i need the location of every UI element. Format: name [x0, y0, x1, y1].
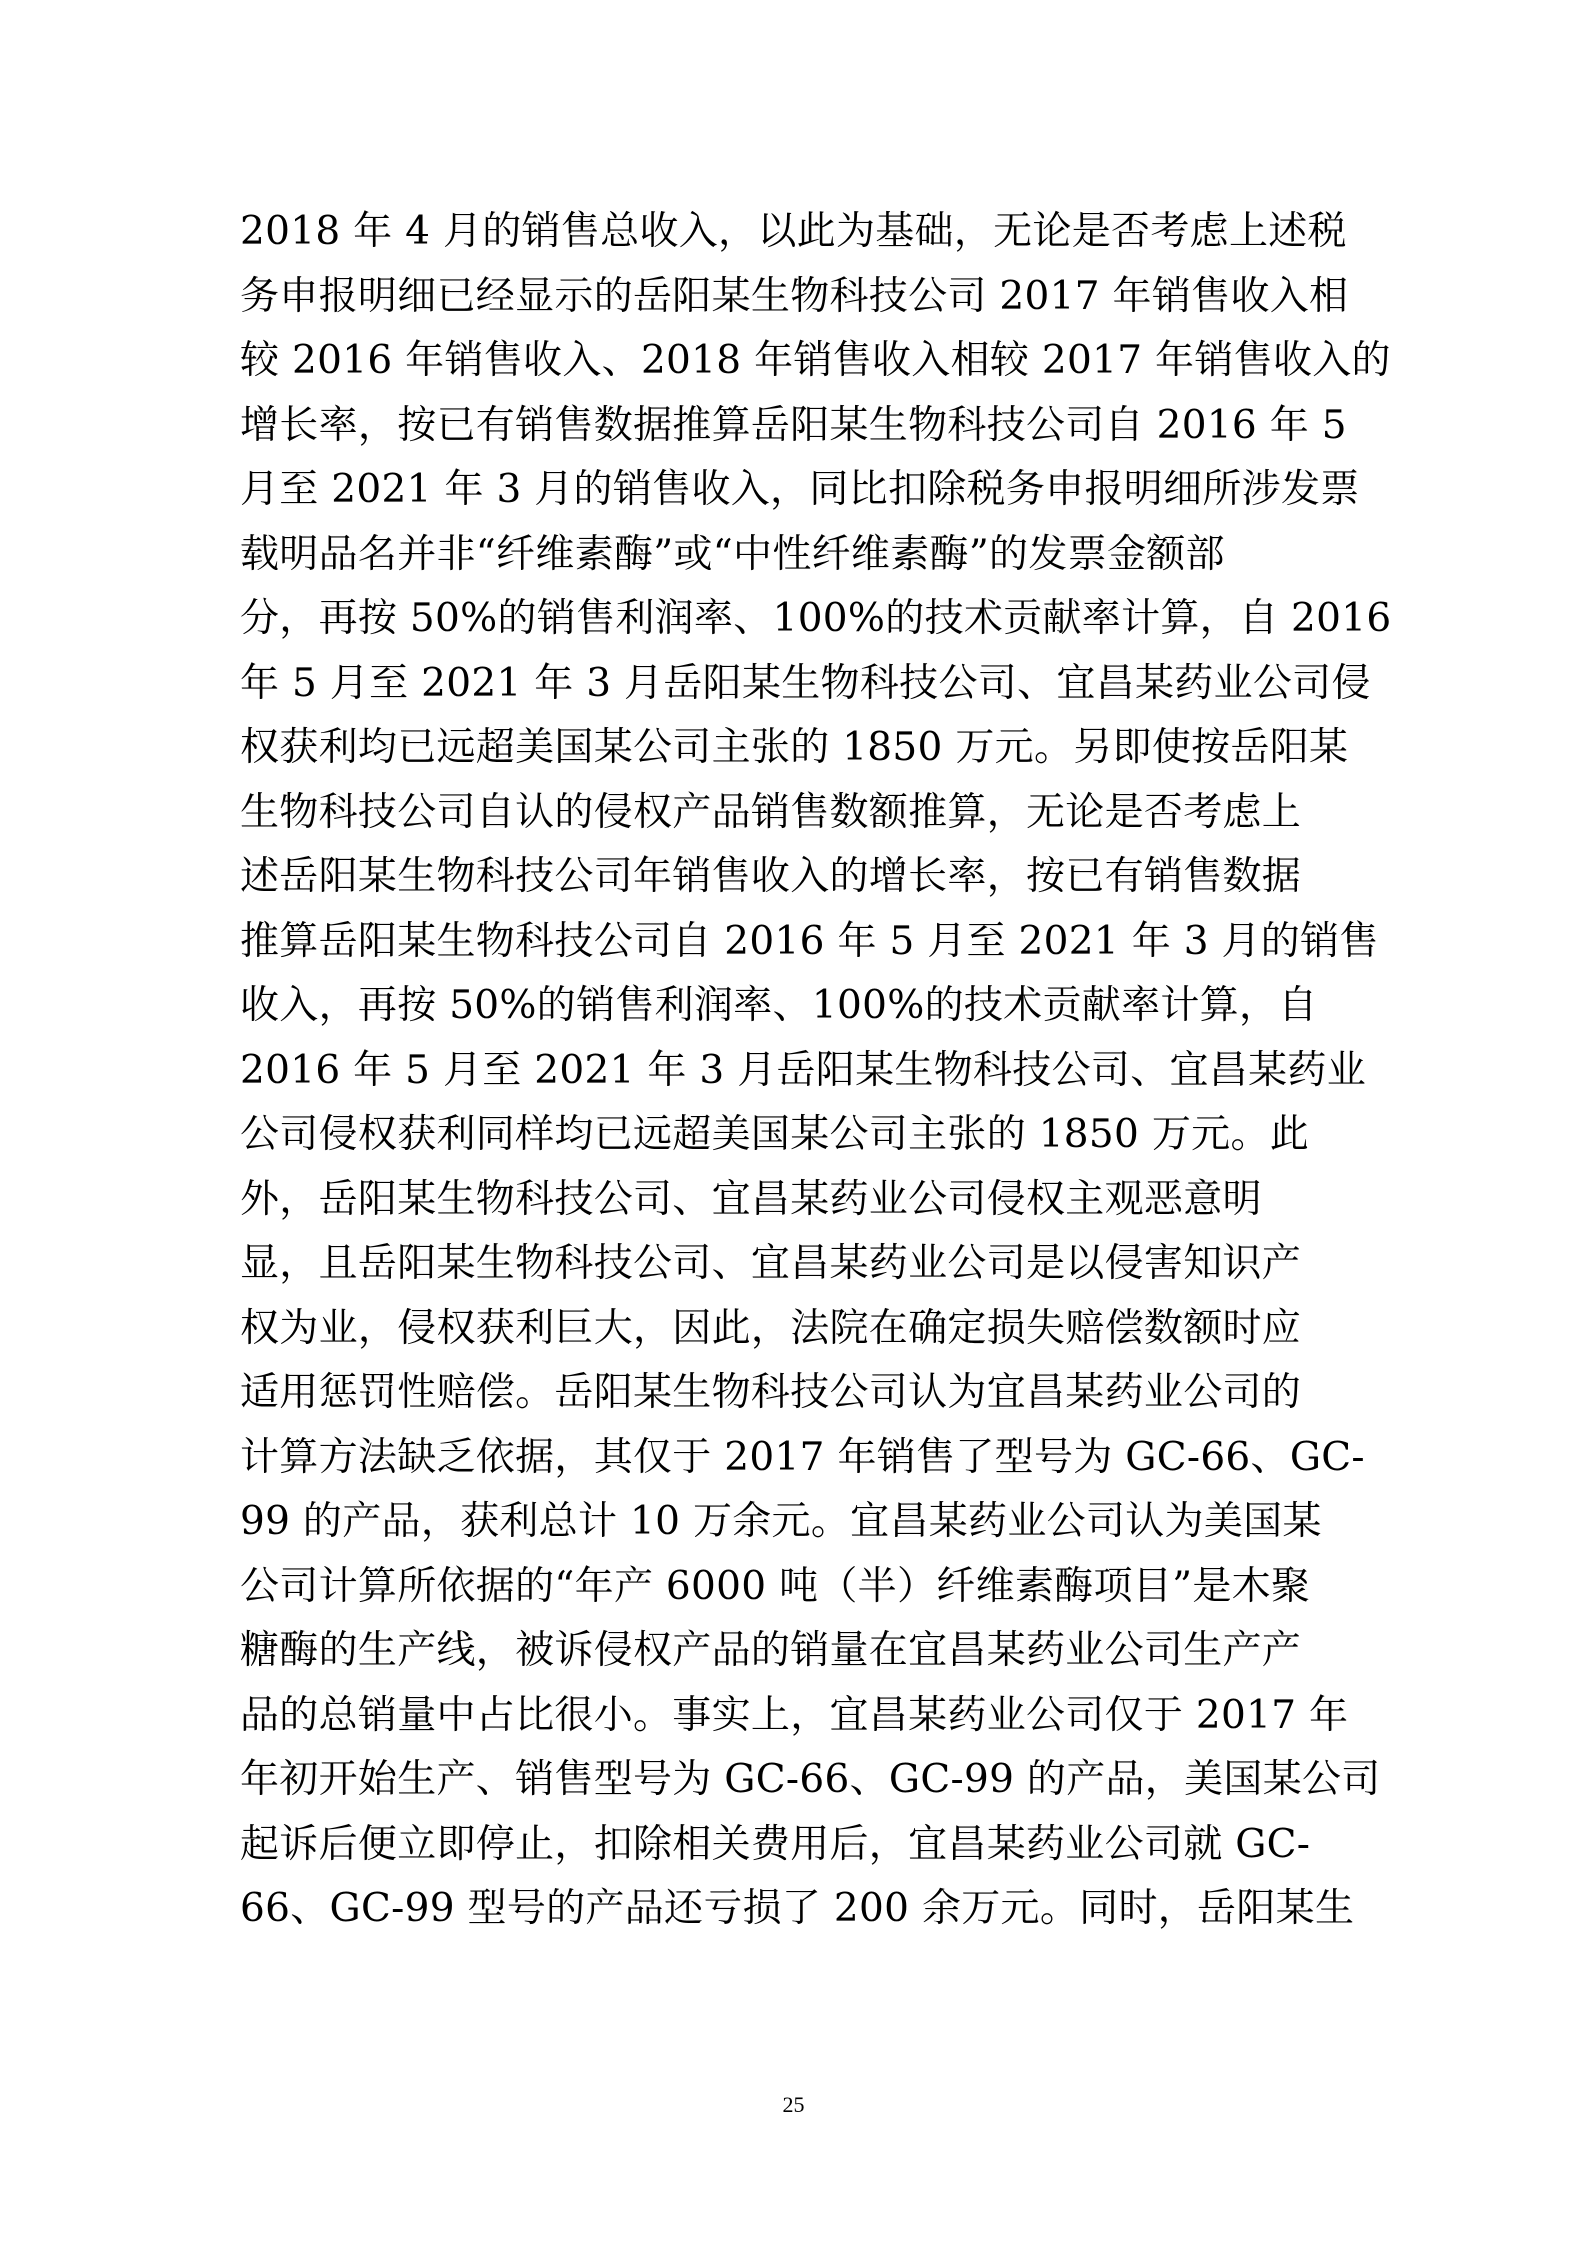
text-line: 分，再按 50%的销售利润率、100%的技术贡献率计算，自 2016	[240, 596, 1392, 641]
text-line: 年初开始生产、销售型号为 GC-66、GC-99 的产品，美国某公司	[240, 1757, 1381, 1802]
text-line: 公司侵权获利同样均已远超美国某公司主张的 1850 万元。此	[240, 1112, 1310, 1157]
text-line: 年 5 月至 2021 年 3 月岳阳某生物科技公司、宜昌某药业公司侵	[240, 660, 1371, 706]
text-line: 66、GC-99 型号的产品还亏损了 200 余万元。同时，岳阳某生	[240, 1886, 1355, 1931]
text-line: 计算方法缺乏依据，其仅于 2017 年销售了型号为 GC-66、GC-	[240, 1434, 1365, 1480]
text-line: 公司计算所依据的“年产 6000 吨（半）纤维素酶项目”是木聚	[240, 1563, 1311, 1609]
text-line: 增长率，按已有销售数据推算岳阳某生物科技公司自 2016 年 5	[240, 402, 1347, 448]
text-line: 载明品名并非“纤维素酶”或“中性纤维素酶”的发票金额部	[240, 531, 1225, 577]
body-paragraph	[240, 200, 1392, 1942]
text-line: 起诉后便立即停止，扣除相关费用后，宜昌某药业公司就 GC-	[240, 1821, 1311, 1867]
text-line: 2018 年 4 月的销售总收入，以此为基础，无论是否考虑上述税	[240, 209, 1347, 254]
text-line: 权获利均已远超美国某公司主张的 1850 万元。另即使按岳阳某	[240, 725, 1349, 770]
text-line: 外，岳阳某生物科技公司、宜昌某药业公司侵权主观恶意明	[240, 1176, 1262, 1222]
text-line: 收入，再按 50%的销售利润率、100%的技术贡献率计算，自	[240, 983, 1318, 1028]
text-line: 适用惩罚性赔偿。岳阳某生物科技公司认为宜昌某药业公司的	[240, 1370, 1302, 1415]
text-line: 月至 2021 年 3 月的销售收入，同比扣除税务申报明细所涉发票	[240, 467, 1360, 512]
text-line: 较 2016 年销售收入、2018 年销售收入相较 2017 年销售收入的	[240, 338, 1391, 383]
text-line: 推算岳阳某生物科技公司自 2016 年 5 月至 2021 年 3 月的销售	[240, 918, 1379, 964]
text-line: 2016 年 5 月至 2021 年 3 月岳阳某生物科技公司、宜昌某药业	[240, 1047, 1367, 1093]
text-line: 生物科技公司自认的侵权产品销售数额推算，无论是否考虑上	[240, 789, 1302, 835]
text-line: 显，且岳阳某生物科技公司、宜昌某药业公司是以侵害知识产	[240, 1241, 1302, 1286]
text-line: 99 的产品，获利总计 10 万余元。宜昌某药业公司认为美国某	[240, 1499, 1322, 1544]
text-line: 糖酶的生产线，被诉侵权产品的销量在宜昌某药业公司生产产	[240, 1628, 1302, 1673]
text-line: 务申报明细已经显示的岳阳某生物科技公司 2017 年销售收入相	[240, 273, 1349, 319]
text-line: 品的总销量中占比很小。事实上，宜昌某药业公司仅于 2017 年	[240, 1692, 1349, 1738]
text-line: 述岳阳某生物科技公司年销售收入的增长率，按已有销售数据	[240, 854, 1302, 899]
page-number: 25	[782, 2092, 805, 2117]
text-line: 权为业，侵权获利巨大，因此，法院在确定损失赔偿数额时应	[240, 1305, 1302, 1351]
